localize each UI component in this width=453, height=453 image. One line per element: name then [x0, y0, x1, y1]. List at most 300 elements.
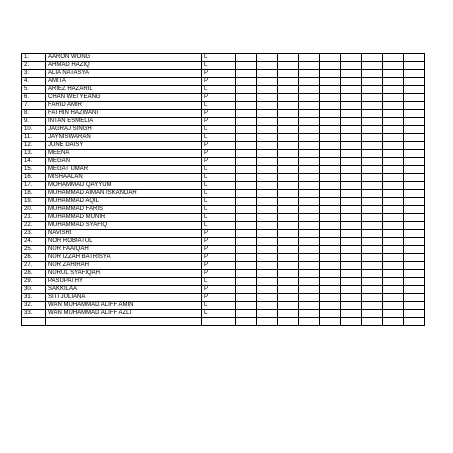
- blank-cell: [320, 158, 341, 166]
- blank-cell: [299, 230, 320, 238]
- blank-cell: [404, 70, 425, 78]
- blank-cell: [278, 166, 299, 174]
- blank-cell: [236, 318, 257, 326]
- blank-cell: [362, 182, 383, 190]
- blank-cell: [404, 262, 425, 270]
- gender-cell: L: [202, 214, 236, 222]
- blank-cell: [341, 230, 362, 238]
- blank-cell: [362, 134, 383, 142]
- blank-cell: [383, 230, 404, 238]
- blank-cell: [320, 102, 341, 110]
- blank-cell: [404, 270, 425, 278]
- blank-cell: [278, 270, 299, 278]
- gender-cell: L: [202, 174, 236, 182]
- blank-cell: [257, 278, 278, 286]
- blank-cell: [383, 110, 404, 118]
- blank-cell: [383, 302, 404, 310]
- blank-cell: [383, 318, 404, 326]
- blank-cell: [362, 294, 383, 302]
- blank-cell: [299, 262, 320, 270]
- gender-cell: P: [202, 118, 236, 126]
- blank-cell: [404, 54, 425, 62]
- student-name-cell: FATHIN HAZWANI: [46, 110, 202, 118]
- blank-cell: [257, 54, 278, 62]
- blank-cell: [299, 142, 320, 150]
- blank-cell: [236, 126, 257, 134]
- gender-cell: P: [202, 246, 236, 254]
- blank-cell: [299, 70, 320, 78]
- blank-cell: [362, 246, 383, 254]
- blank-cell: [320, 110, 341, 118]
- blank-cell: [236, 94, 257, 102]
- blank-cell: [257, 190, 278, 198]
- blank-cell: [404, 150, 425, 158]
- blank-cell: [404, 166, 425, 174]
- gender-cell: P: [202, 254, 236, 262]
- student-roster-table: [21, 53, 425, 326]
- blank-cell: [362, 174, 383, 182]
- student-name-cell: MEGAT UMAR: [46, 166, 202, 174]
- blank-cell: [383, 102, 404, 110]
- blank-cell: [320, 318, 341, 326]
- gender-cell: L: [202, 166, 236, 174]
- table-row: [22, 222, 425, 230]
- blank-cell: [362, 310, 383, 318]
- blank-cell: [278, 206, 299, 214]
- blank-cell: [236, 198, 257, 206]
- table-row: [22, 206, 425, 214]
- blank-cell: [299, 86, 320, 94]
- blank-cell: [278, 190, 299, 198]
- blank-cell: [341, 222, 362, 230]
- blank-cell: [257, 142, 278, 150]
- blank-cell: [404, 318, 425, 326]
- row-number-cell: 13.: [22, 150, 46, 158]
- blank-cell: [383, 286, 404, 294]
- blank-cell: [236, 230, 257, 238]
- row-number-cell: 2.: [22, 62, 46, 70]
- roster-body: [22, 54, 425, 326]
- blank-cell: [341, 110, 362, 118]
- blank-cell: [257, 270, 278, 278]
- blank-cell: [362, 126, 383, 134]
- blank-cell: [341, 286, 362, 294]
- blank-cell: [236, 142, 257, 150]
- blank-cell: [383, 198, 404, 206]
- blank-cell: [236, 174, 257, 182]
- student-name-cell: ARIEZ HAZARIL: [46, 86, 202, 94]
- table-row: [22, 270, 425, 278]
- blank-cell: [257, 70, 278, 78]
- student-name-cell: MEENA: [46, 150, 202, 158]
- blank-cell: [341, 62, 362, 70]
- blank-cell: [383, 126, 404, 134]
- blank-cell: [383, 222, 404, 230]
- blank-cell: [320, 286, 341, 294]
- blank-cell: [404, 310, 425, 318]
- blank-cell: [320, 254, 341, 262]
- blank-cell: [341, 294, 362, 302]
- blank-cell: [341, 262, 362, 270]
- student-name-cell: JAGRAJ SINGH: [46, 126, 202, 134]
- blank-cell: [404, 190, 425, 198]
- table-row: [22, 294, 425, 302]
- blank-cell: [278, 102, 299, 110]
- blank-cell: [320, 62, 341, 70]
- blank-cell: [299, 150, 320, 158]
- blank-cell: [320, 302, 341, 310]
- blank-cell: [299, 270, 320, 278]
- blank-cell: [278, 198, 299, 206]
- blank-cell: [341, 70, 362, 78]
- empty-table-row: [22, 318, 425, 326]
- blank-cell: [404, 174, 425, 182]
- student-name-cell: JAYNISWARAN: [46, 134, 202, 142]
- blank-cell: [278, 286, 299, 294]
- row-number-cell: 22.: [22, 222, 46, 230]
- blank-cell: [236, 78, 257, 86]
- blank-cell: [278, 134, 299, 142]
- blank-cell: [299, 302, 320, 310]
- blank-cell: [341, 118, 362, 126]
- blank-cell: [236, 206, 257, 214]
- blank-cell: [362, 94, 383, 102]
- blank-cell: [320, 150, 341, 158]
- blank-cell: [257, 238, 278, 246]
- blank-cell: [299, 190, 320, 198]
- blank-cell: [257, 262, 278, 270]
- blank-cell: [236, 302, 257, 310]
- table-row: [22, 174, 425, 182]
- blank-cell: [299, 198, 320, 206]
- table-row: [22, 142, 425, 150]
- blank-cell: [362, 302, 383, 310]
- blank-cell: [341, 182, 362, 190]
- table-row: [22, 278, 425, 286]
- row-number-cell: 21.: [22, 214, 46, 222]
- row-number-cell: 28.: [22, 270, 46, 278]
- blank-cell: [404, 294, 425, 302]
- blank-cell: [320, 94, 341, 102]
- blank-cell: [278, 158, 299, 166]
- blank-cell: [320, 174, 341, 182]
- blank-cell: [257, 62, 278, 70]
- row-number-cell: 1.: [22, 54, 46, 62]
- blank-cell: [236, 158, 257, 166]
- gender-cell: P: [202, 262, 236, 270]
- blank-cell: [362, 254, 383, 262]
- blank-cell: [341, 126, 362, 134]
- blank-cell: [320, 54, 341, 62]
- blank-cell: [341, 246, 362, 254]
- blank-cell: [278, 94, 299, 102]
- gender-cell: L: [202, 310, 236, 318]
- gender-cell: P: [202, 142, 236, 150]
- table-row: [22, 238, 425, 246]
- blank-cell: [383, 262, 404, 270]
- row-number-cell: 20.: [22, 206, 46, 214]
- blank-cell: [299, 318, 320, 326]
- row-number-cell: 16.: [22, 174, 46, 182]
- blank-cell: [299, 254, 320, 262]
- blank-cell: [257, 86, 278, 94]
- blank-cell: [236, 262, 257, 270]
- blank-cell: [383, 86, 404, 94]
- row-number-cell: 31.: [22, 294, 46, 302]
- student-name-cell: JUNE DAISY: [46, 142, 202, 150]
- blank-cell: [320, 310, 341, 318]
- gender-cell: P: [202, 70, 236, 78]
- student-name-cell: ALIA NATASYA: [46, 70, 202, 78]
- blank-cell: [362, 238, 383, 246]
- student-name-cell: MOHAMMAD QAYYUM: [46, 182, 202, 190]
- blank-cell: [320, 214, 341, 222]
- blank-cell: [320, 206, 341, 214]
- blank-cell: [362, 78, 383, 86]
- blank-cell: [236, 86, 257, 94]
- blank-cell: [257, 302, 278, 310]
- blank-cell: [236, 54, 257, 62]
- gender-cell: L: [202, 222, 236, 230]
- blank-cell: [299, 182, 320, 190]
- blank-cell: [236, 270, 257, 278]
- blank-cell: [236, 134, 257, 142]
- blank-cell: [404, 230, 425, 238]
- blank-cell: [320, 126, 341, 134]
- blank-cell: [257, 150, 278, 158]
- blank-cell: [236, 190, 257, 198]
- table-row: [22, 134, 425, 142]
- blank-cell: [236, 118, 257, 126]
- blank-cell: [362, 278, 383, 286]
- row-number-cell: 3.: [22, 70, 46, 78]
- blank-cell: [383, 174, 404, 182]
- blank-cell: [383, 182, 404, 190]
- blank-cell: [299, 174, 320, 182]
- blank-cell: [299, 158, 320, 166]
- table-row: [22, 190, 425, 198]
- blank-cell: [320, 230, 341, 238]
- blank-cell: [320, 182, 341, 190]
- blank-cell: [341, 94, 362, 102]
- row-number-cell: 5.: [22, 86, 46, 94]
- blank-cell: [320, 198, 341, 206]
- gender-cell: P: [202, 294, 236, 302]
- blank-cell: [383, 158, 404, 166]
- blank-cell: [236, 238, 257, 246]
- table-row: [22, 70, 425, 78]
- blank-cell: [383, 94, 404, 102]
- blank-cell: [236, 246, 257, 254]
- blank-cell: [362, 230, 383, 238]
- row-number-cell: 30.: [22, 286, 46, 294]
- student-name-cell: CHAN WEI YEANG: [46, 94, 202, 102]
- blank-cell: [341, 302, 362, 310]
- gender-cell: L: [202, 86, 236, 94]
- blank-cell: [299, 126, 320, 134]
- blank-cell: [278, 182, 299, 190]
- row-number-cell: 12.: [22, 142, 46, 150]
- blank-cell: [383, 134, 404, 142]
- blank-cell: [383, 310, 404, 318]
- blank-cell: [383, 270, 404, 278]
- blank-cell: [320, 70, 341, 78]
- blank-cell: [257, 294, 278, 302]
- blank-cell: [341, 318, 362, 326]
- blank-cell: [257, 310, 278, 318]
- blank-cell: [257, 134, 278, 142]
- blank-cell: [362, 206, 383, 214]
- blank-cell: [341, 238, 362, 246]
- blank-cell: [362, 62, 383, 70]
- blank-cell: [404, 102, 425, 110]
- gender-cell: L: [202, 190, 236, 198]
- student-name-cell: MISHAALAN: [46, 174, 202, 182]
- blank-cell: [320, 142, 341, 150]
- blank-cell: [257, 198, 278, 206]
- row-number-cell: 9.: [22, 118, 46, 126]
- blank-cell: [299, 310, 320, 318]
- blank-cell: [257, 182, 278, 190]
- blank-cell: [257, 166, 278, 174]
- row-number-cell: 33.: [22, 310, 46, 318]
- blank-cell: [278, 54, 299, 62]
- blank-cell: [236, 222, 257, 230]
- blank-cell: [383, 246, 404, 254]
- row-number-cell: 17.: [22, 182, 46, 190]
- blank-cell: [278, 86, 299, 94]
- student-name-cell: MUHAMMAD AIMAN ISKANDAR: [46, 190, 202, 198]
- student-name-cell: MUHAMMAD MUNIR: [46, 214, 202, 222]
- student-name-cell: SITI JULIANA: [46, 294, 202, 302]
- blank-cell: [278, 238, 299, 246]
- blank-cell: [404, 222, 425, 230]
- row-number-cell: 27.: [22, 262, 46, 270]
- row-number-cell: 10.: [22, 126, 46, 134]
- blank-cell: [362, 214, 383, 222]
- blank-cell: [320, 246, 341, 254]
- blank-cell: [257, 110, 278, 118]
- blank-cell: [404, 94, 425, 102]
- blank-cell: [383, 294, 404, 302]
- blank-cell: [362, 70, 383, 78]
- blank-cell: [299, 62, 320, 70]
- blank-cell: [236, 254, 257, 262]
- blank-cell: [362, 150, 383, 158]
- student-name-cell: AMITA: [46, 78, 202, 86]
- blank-cell: [383, 206, 404, 214]
- blank-cell: [236, 294, 257, 302]
- table-row: [22, 126, 425, 134]
- blank-cell: [341, 198, 362, 206]
- blank-cell: [22, 318, 46, 326]
- table-row: [22, 302, 425, 310]
- blank-cell: [341, 278, 362, 286]
- blank-cell: [341, 86, 362, 94]
- blank-cell: [362, 166, 383, 174]
- blank-cell: [278, 294, 299, 302]
- gender-cell: P: [202, 286, 236, 294]
- blank-cell: [278, 110, 299, 118]
- blank-cell: [341, 254, 362, 262]
- student-name-cell: SAKKILAA: [46, 286, 202, 294]
- student-name-cell: NUR FAAIQAH: [46, 246, 202, 254]
- student-name-cell: NOR ROBIATUL: [46, 238, 202, 246]
- gender-cell: L: [202, 126, 236, 134]
- table-row: [22, 198, 425, 206]
- blank-cell: [257, 174, 278, 182]
- row-number-cell: 18.: [22, 190, 46, 198]
- row-number-cell: 8.: [22, 110, 46, 118]
- blank-cell: [299, 94, 320, 102]
- blank-cell: [320, 222, 341, 230]
- table-row: [22, 158, 425, 166]
- gender-cell: L: [202, 54, 236, 62]
- student-name-cell: MEGAN: [46, 158, 202, 166]
- student-name-cell: NUR ZAHIRAH: [46, 262, 202, 270]
- table-row: [22, 94, 425, 102]
- student-name-cell: MUHAMMAD AQIL: [46, 198, 202, 206]
- blank-cell: [257, 254, 278, 262]
- blank-cell: [278, 302, 299, 310]
- blank-cell: [404, 158, 425, 166]
- blank-cell: [362, 190, 383, 198]
- blank-cell: [341, 214, 362, 222]
- blank-cell: [383, 166, 404, 174]
- row-number-cell: 15.: [22, 166, 46, 174]
- blank-cell: [257, 246, 278, 254]
- blank-cell: [257, 158, 278, 166]
- blank-cell: [236, 70, 257, 78]
- blank-cell: [278, 126, 299, 134]
- row-number-cell: 29.: [22, 278, 46, 286]
- gender-cell: P: [202, 150, 236, 158]
- blank-cell: [383, 142, 404, 150]
- gender-cell: P: [202, 270, 236, 278]
- gender-cell: P: [202, 158, 236, 166]
- blank-cell: [362, 118, 383, 126]
- table-row: [22, 54, 425, 62]
- blank-cell: [257, 102, 278, 110]
- blank-cell: [236, 182, 257, 190]
- blank-cell: [278, 150, 299, 158]
- blank-cell: [278, 254, 299, 262]
- blank-cell: [383, 70, 404, 78]
- table-row: [22, 254, 425, 262]
- table-row: [22, 78, 425, 86]
- blank-cell: [404, 78, 425, 86]
- blank-cell: [257, 206, 278, 214]
- student-name-cell: AHMAD HAZIQ: [46, 62, 202, 70]
- blank-cell: [278, 310, 299, 318]
- blank-cell: [299, 294, 320, 302]
- blank-cell: [320, 278, 341, 286]
- student-name-cell: WAN MUHAMMAD ALIFF AZLI: [46, 310, 202, 318]
- blank-cell: [383, 78, 404, 86]
- blank-cell: [320, 78, 341, 86]
- table-row: [22, 310, 425, 318]
- blank-cell: [299, 214, 320, 222]
- blank-cell: [278, 78, 299, 86]
- blank-cell: [341, 270, 362, 278]
- blank-cell: [257, 222, 278, 230]
- blank-cell: [278, 70, 299, 78]
- blank-cell: [404, 286, 425, 294]
- gender-cell: P: [202, 78, 236, 86]
- row-number-cell: 23.: [22, 230, 46, 238]
- blank-cell: [404, 206, 425, 214]
- blank-cell: [257, 318, 278, 326]
